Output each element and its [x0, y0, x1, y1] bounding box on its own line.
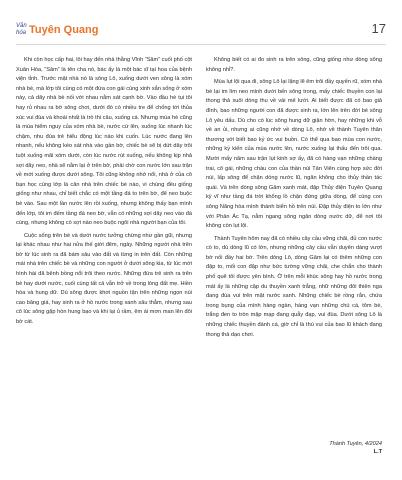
paragraph: Mùa lụt lội qua đi, sông Lô lại lặng lẽ êm trôi đầy quyến rũ, xóm nhà bè lại im lìm neo mình dưới bến sông trong, mấy chiếc thuyền con lại thong thả xuôi dòng thu về vài mẻ lưới. Ai biết được đã có bao giả đình, bao những người con đã được sinh ra, lớn lên trên đời bè sông Lô yêu dấu. Dù cho có lúc sông hung dữ giận hờn, hay những khi vỗ về an ủi, nhưng ai cũng nhớ về dòng Lô, nhớ về thành Tuyên thân thương với biết bao kỷ ức vui buồn. Có thể qua bao mùa con nước, những kỷ kiến của mùa nước lên, nước xuống lại thấu đến trôi qua. Mười mấy năm sau trận lụt kinh sợ ấy, đã có hàng vạn những chàng trai, cô gái, những chàu con của thần núi Tản Viên cùng hợp sức đời núi, lấp sông để chặn dòng nước lũ, ngăn không cho thủy thần tác quái. Và trên dòng sông Gâm xanh mát, đập Thủy điện Tuyên Quang kỳ vĩ như tầng đá trời khổng lồ chặn đứng giữa dòng, để cùng con sông Năng hòa mình thành biển hồ trên núi. Đập thủy điện to lớn như với Phản Ác Tạ, nằm ngang sông ngăn dòng nước dữ, để nơi tôi không còn lụt lội.	[206, 79, 382, 230]
logo-main-text: Tuyên Quang	[29, 24, 99, 36]
logo-small-text: Văn hóa	[16, 23, 27, 36]
paragraph: Không biết có ai đo sinh ra trên sông, cũng giống như dòng sông không nhỉ?.	[206, 57, 382, 73]
page-number: 17	[371, 21, 386, 36]
header-divider	[16, 44, 386, 45]
author-initials: L.T	[373, 449, 382, 455]
article-column-right	[206, 56, 382, 343]
article-column-left	[16, 56, 192, 331]
page-header	[16, 21, 386, 41]
paragraph: Cuộc sống trên bè và dưới nước tưởng chừng như gần gũi, nhưng lại khác nhau như hai nửa thế giới đêm, ngày. Những người nhà trên bờ từ lúc sinh ra đã bám sâu vào đất và từng in trên đất. Còn những mái nhà trên chiếc bè và những con người ở dưới sông kia, từ lúc mới hình hài đã bênh bồng nổi trôi theo nước. Những đứa trẻ sinh ra trên bè hay dưới nước, cuối cùng tất cả vẫn trở về trong lòng đất mẹ. Hiền hòa và hung dữ. Dù sông được khơi nguồn tận trên những ngọn núi cao băng giá, hay sinh ra ở hồ nước trong xanh sâu thẳm, nhưng sau cô lúc sông gặp hòn hung bạo và khi lại ủ rầm, êm ái mơn man lên đôi bờ cát.	[16, 232, 192, 326]
paragraph: Khi còn học cấp hai, lôi hay đến nhà thằng Vĩnh “Sâm” cuối phố cột Xuân Hòa, “Sâm” là tên cha nó, bác ấy là một bác sĩ tại hoa của bệnh viện tỉnh. Trước mặt nhà nó là sông Lô, xuống dưới ven sông là xóm nhà bè, mà lớp tôi cùng có một đứa con gái cùng xinh xắn sống ở xóm này, cả dãy nhà bè nối với nhau nằm sát cạnh bờ. Vào đầu hè tụi tôi hay rủ nhau ra bờ sông chơi, dưới đó có nhiều tre để chống tới thủa xúc vui đùa và khoái nhất là trò thi câu, xuống cá. Nhưng mùa hè cũng là mùa hiểm nguy của xóm nhà bè, nước cứ lên, xuống lúc nhanh lúc chậm, nhu đùa trẻ hiểu động lúc nào khi cuốn. Lúc nước đang lên nhanh, nếu không kéo sát nhà vào gần bờ, chiếc bè sẽ bị dứt dây trôi tuột xuống mãi xóm dưới, còn lúc nước rút xuống, nếu không kịp nhả sợi dây neo, nhà sẽ nằm lại ở trên bờ, phải chờ con nước lớn sau trận về mới xuống được dưới sông. Tôi cũng không nhớ nổi, nhà ở của cô bạn học cùng lớp là căn nhà trên chiếc bè nào, vì chúng đều giống giống như nhau, chỉ biết chắc có một tầng đá to trên bờ, để neo buộc bè vào. Sau một lần nước lên rồi xuống, nhưng không thấy bạn mình đến lớp, tôi im đếm tầng đá neo bờ, vẫn có những sợi dây neo vào đá cùng, nhưng không có sợi nào neo buộc ngôi nhà người bạn của tôi.	[16, 57, 192, 227]
paragraph: Thành Tuyên hôm nay đã có nhiều cây cầu vững chãi, đủ con nước cò to, dù dòng lũ có lớn, nhưng những cây cầu vẫn duyên dáng vượt bờ nối đầy hai bờ. Trên dòng Lô, dòng Gâm lại có thêm những con đập to, mối con đập như bức tường vững chãi, che chắn cho thành phố quê tôi được yên bình. Ở trên mỗi khúc sông hay hồ nước trong mát ấy là những cặp du thuyền xanh trắng, nhữ những đôi thiên nga đang đùa vui trên mặt nước xanh. Những chiếc bè rồng rắn, chứa trong bụng của mình hàng ngàn, hàng vạn những chú cá, tôm bè, trắng đen to tròn mập mạp đang quẫy đạp, vui đùa. Dưới sông Lô là những chiếc thuyền đánh cá, giờ chỉ là thú vui của bao lũ khách đang thong thả dạo chơi.	[206, 235, 382, 338]
article-signature	[206, 440, 382, 456]
author-line: Thành Tuyên, 4/2024	[329, 441, 382, 447]
